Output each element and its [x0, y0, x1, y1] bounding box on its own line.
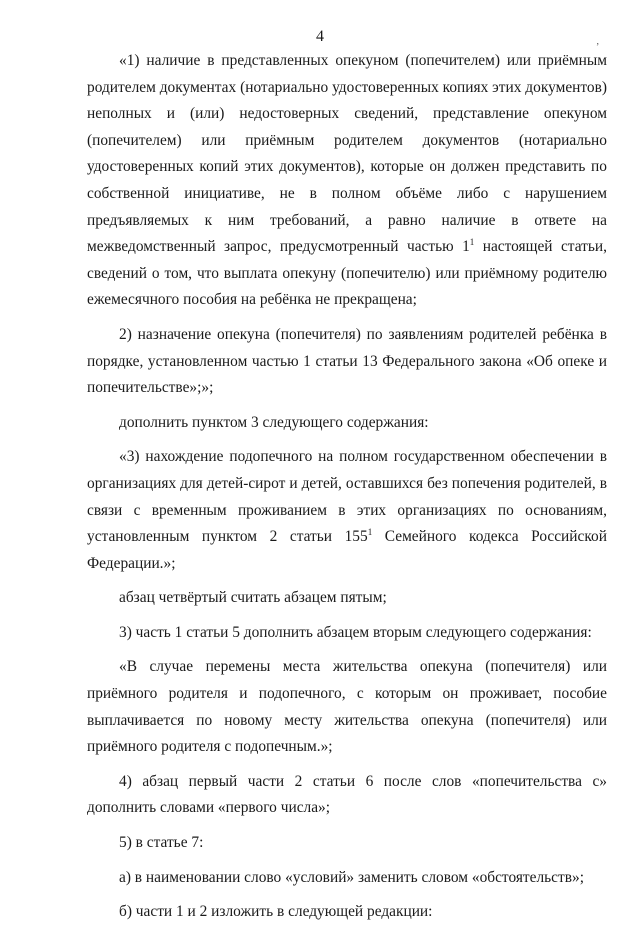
paragraph-text: «3) нахождение подопечного на полном государственном обеспечении в организациях для детей-сирот и детей, оставшихся без попечения родителей, в связи с временным проживанием в этих организациях по основаниям, установленным пунктом 2 статьи 155 — [87, 448, 607, 546]
page-number: 4 — [316, 28, 324, 45]
paragraph-text: 2) назначение опекуна (попечителя) по заявлениям родителей ребёнка в порядке, установленном частью 1 статьи 13 Федерального закона «Об опеке и попечительстве»;»; — [87, 325, 607, 397]
paragraph-text: «1) наличие в представленных опекуном (попечителем) или приёмным родителем документах (нотариально удостоверенных копиях этих документов) неполных и (или) недостоверных сведений, представление опекуном (попечителем) или приёмным родителем документов (нотариально удостоверенных копий этих документов), которые он должен представить по собственной инициативе, не в полном объёме либо с нарушением предъявляемых к ним требований, а равно наличие в ответе на межведомственный запрос, предусмотренный частью 1 — [87, 52, 607, 256]
paragraph-text: 4) абзац первый части 2 статьи 6 после слов «попечительства с» дополнить словами «первого числа»; — [87, 772, 607, 817]
scan-mark: ‚ — [596, 36, 600, 47]
paragraph — [87, 322, 607, 402]
paragraph-text: настоящей статьи, сведений о том, что выплата опекуну (попечителю) или приёмному родителю ежемесячного пособия на ребёнка не прекращена; — [87, 238, 607, 309]
paragraph — [87, 48, 607, 314]
paragraph-text: «В случае перемены места жительства опекуна (попечителя) или приёмного родителя и подопечного, с которым он проживает, пособие выплачивается по новому месту жительства опекуна (попечителя) или приёмного родителя с подопечным.»; — [87, 658, 607, 756]
paragraph — [87, 620, 607, 647]
paragraph-text: 5) в статье 7: — [119, 834, 204, 852]
paragraph — [87, 410, 607, 437]
superscript: 1 — [367, 526, 373, 537]
paragraph — [87, 444, 607, 577]
paragraph-text: 3) часть 1 статьи 5 дополнить абзацем вторым следующего содержания: — [119, 623, 592, 641]
paragraph — [87, 899, 607, 926]
paragraph-text: абзац четвёртый считать абзацем пятым; — [119, 589, 387, 607]
paragraph-text: б) части 1 и 2 изложить в следующей редакции: — [119, 903, 433, 921]
paragraph — [87, 830, 607, 857]
paragraph — [87, 769, 607, 822]
paragraph-text: дополнить пунктом 3 следующего содержания: — [119, 413, 429, 431]
paragraph — [87, 865, 607, 892]
paragraph — [87, 585, 607, 612]
paragraph — [87, 654, 607, 760]
document-body — [87, 48, 607, 926]
superscript: 1 — [469, 237, 475, 248]
paragraph-text: а) в наименовании слово «условий» заменить словом «обстоятельств»; — [119, 868, 584, 886]
paragraph-text: Семейного кодекса Российской Федерации.»; — [87, 528, 607, 572]
